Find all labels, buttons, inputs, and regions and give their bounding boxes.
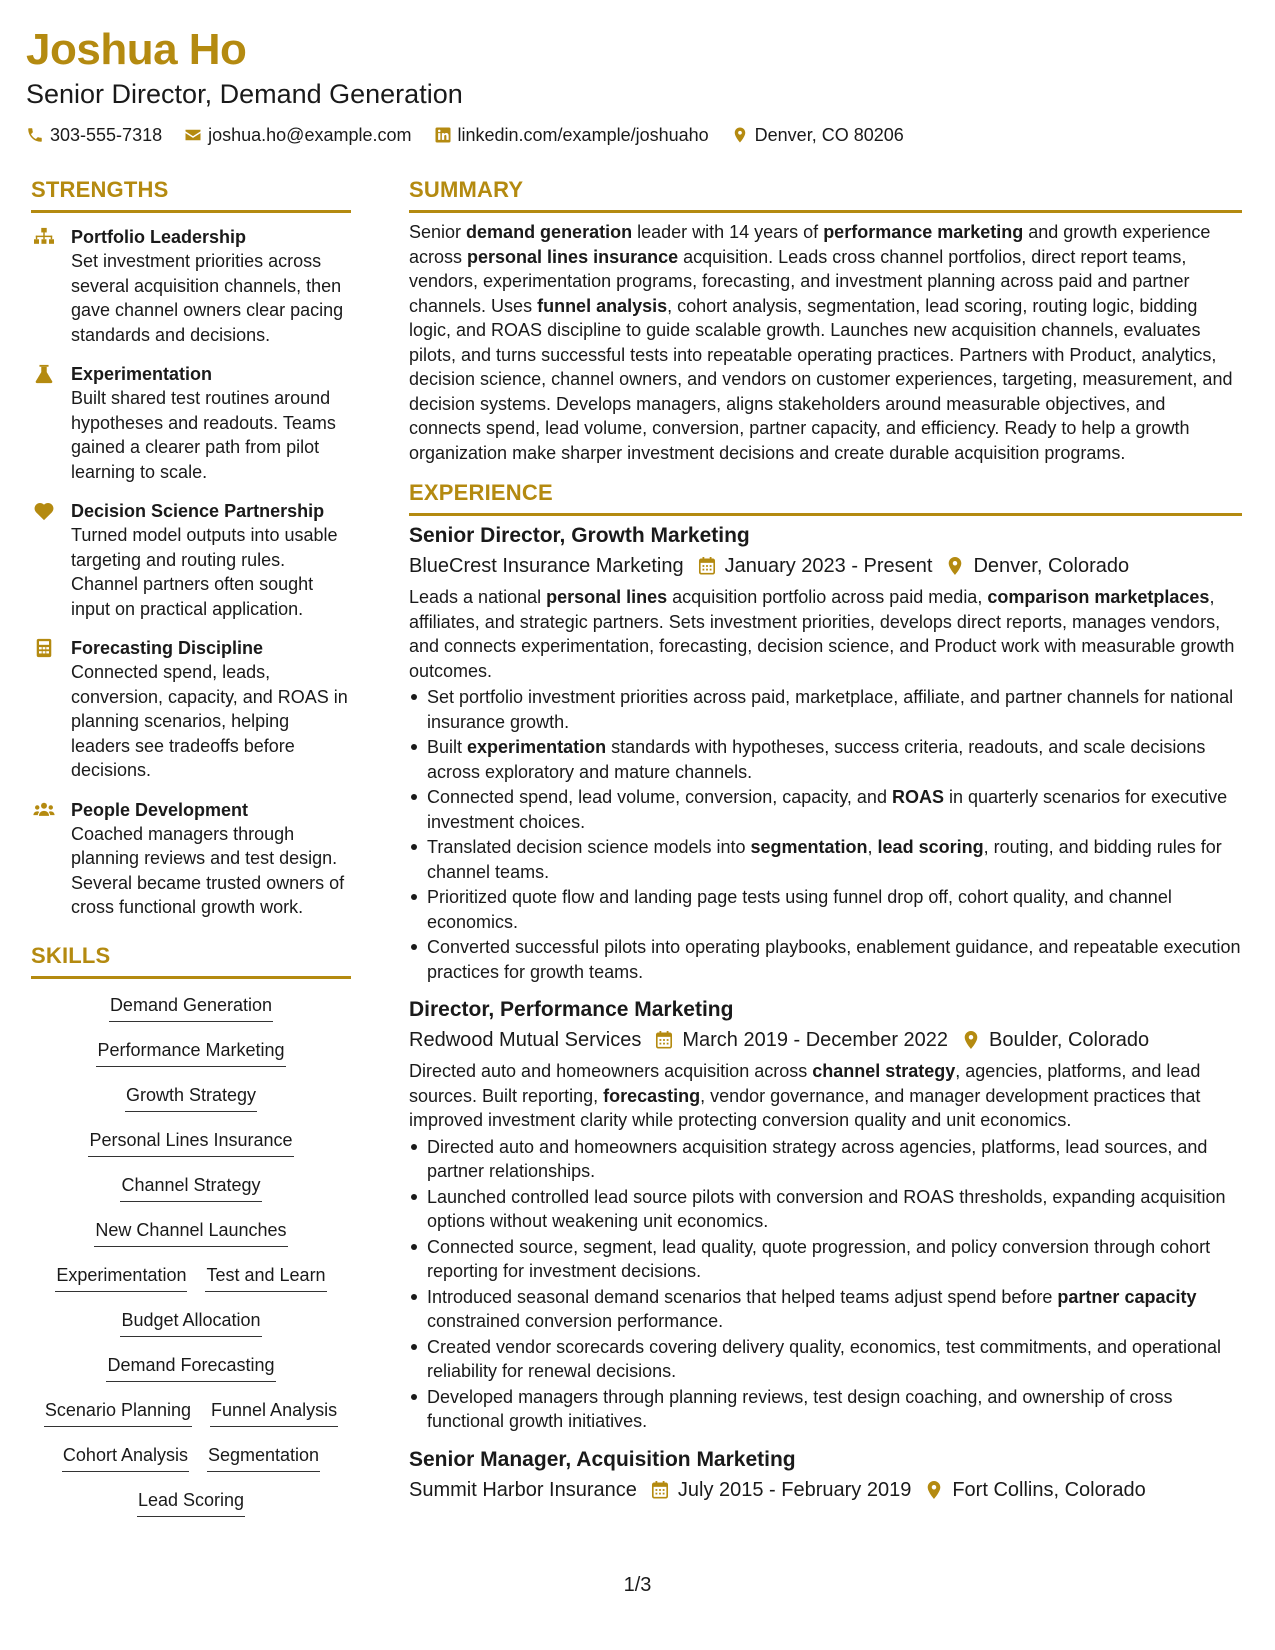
job-bullets: [409, 1135, 1242, 1434]
resume-header: [26, 24, 1246, 147]
summary-text: Senior demand generation leader with 14 years of performance marketing and growth experience across personal lines insurance acquisition. Leads cross channel portfolios, direct report teams, vendors, experimentation programs, forecasting, and investment planning across paid and partner channels. Uses funnel analysis, cohort analysis, segmentation, lead scoring, routing logic, bidding logic, and ROAS discipline to guide scalable growth. Launches new acquisition channels, evaluates pilots, and turns successful tests into repeatable operating practices. Partners with Product, analytics, decision science, channel owners, and vendors on customer experiences, targeting, measurement, and decision systems. Develops managers, aligns stakeholders around measurable objectives, and connects spend, lead volume, conversion, partner capacity, and efficiency. Ready to help a growth organization make sharper investment decisions and create durable acquisition programs.: [409, 222, 1233, 463]
contact-email[interactable]: [184, 123, 411, 147]
right-column: [409, 176, 1242, 1504]
list-item: Developed managers through planning reviews, test design coaching, and ownership of cross functional growth initiatives.: [409, 1385, 1242, 1434]
email-text: joshua.ho@example.com: [208, 125, 412, 145]
job-meta: [409, 1026, 1242, 1054]
list-item: Set portfolio investment priorities across paid, marketplace, affiliate, and partner channels for national insurance growth.: [409, 685, 1242, 734]
job-location-text: Denver, Colorado: [973, 555, 1130, 577]
phone-icon: [26, 126, 44, 144]
list-item: Introduced seasonal demand scenarios that helped teams adjust spend before partner capacity constrained conversion performance.: [409, 1285, 1242, 1334]
job-location: [962, 1026, 1149, 1054]
job-title: Director, Performance Marketing: [409, 998, 734, 1021]
contact-bar: [26, 123, 1246, 147]
strength-title: Experimentation: [71, 364, 213, 384]
contact-linkedin[interactable]: [434, 123, 709, 147]
strength-description: Turned model outputs into usable targeting and routing rules. Channel partners often sought input on practical application.: [71, 525, 338, 619]
skill-tag: Channel Strategy: [120, 1173, 261, 1202]
job-dates-text: March 2019 - December 2022: [682, 1029, 949, 1051]
strength-title: Forecasting Discipline: [71, 638, 264, 658]
list-item: Prioritized quote flow and landing page tests using funnel drop off, cohort quality, and channel economics.: [409, 885, 1242, 934]
strength-title: Decision Science Partnership: [71, 501, 325, 521]
skill-row: [31, 1173, 351, 1218]
strength-title: People Development: [71, 799, 249, 820]
job-meta: [409, 552, 1242, 580]
calendar-icon: [655, 1030, 673, 1050]
strengths-list: [31, 225, 351, 920]
skill-tag: Segmentation: [207, 1443, 320, 1472]
strength-item: [31, 798, 351, 920]
strength-item: [31, 362, 351, 484]
heart-icon: [33, 501, 55, 521]
summary-heading: SUMMARY: [409, 176, 1242, 213]
calendar-icon: [698, 556, 716, 576]
org-chart-icon: [33, 227, 55, 247]
experience-heading: EXPERIENCE: [409, 479, 1242, 516]
calendar-icon: [651, 1480, 669, 1500]
contact-phone[interactable]: [26, 123, 162, 147]
skill-row: [31, 1353, 351, 1398]
strength-item: [31, 225, 351, 347]
job-title: Senior Manager, Acquisition Marketing: [409, 1447, 796, 1471]
page-number: 1/3: [623, 1574, 652, 1596]
strength-item: [31, 499, 351, 621]
contact-location: [731, 123, 904, 147]
linkedin-icon: [434, 126, 452, 144]
list-item: Connected spend, lead volume, conversion, capacity, and ROAS in quarterly scenarios for executive investment choices.: [409, 785, 1242, 834]
skill-tag: Lead Scoring: [137, 1488, 245, 1517]
strength-description: Coached managers through planning reviews and test design. Several became trusted owners of cross functional growth work.: [71, 823, 345, 917]
skills-list: [31, 993, 351, 1533]
skill-row: [31, 993, 351, 1038]
job-dates-text: July 2015 - February 2019: [677, 1478, 912, 1501]
list-item: Created vendor scorecards covering delivery quality, economics, test commitments, and operational reliability for renewal decisions.: [409, 1335, 1242, 1384]
list-item: Launched controlled lead source pilots with conversion and ROAS thresholds, expanding acquisition options without weakening unit economics.: [409, 1185, 1242, 1234]
list-item: Converted successful pilots into operating playbooks, enablement guidance, and repeatable execution practices for growth teams.: [409, 935, 1242, 984]
skill-row: [31, 1488, 351, 1533]
job-entry: [409, 996, 1242, 1434]
skill-row: [31, 1083, 351, 1128]
skill-tag: Test and Learn: [205, 1263, 326, 1292]
skill-tag: Budget Allocation: [120, 1308, 261, 1337]
job-company: BlueCrest Insurance Marketing: [409, 555, 684, 577]
skill-tag: Demand Forecasting: [106, 1353, 275, 1382]
job-entry: [409, 1446, 1242, 1504]
list-item: Built experimentation standards with hypotheses, success criteria, readouts, and scale decisions across exploratory and mature channels.: [409, 735, 1242, 784]
job-company: Summit Harbor Insurance: [409, 1478, 637, 1501]
job-bullets: [409, 685, 1242, 984]
strength-item: [31, 636, 351, 783]
skill-tag: Personal Lines Insurance: [88, 1128, 293, 1157]
job-location-text: Boulder, Colorado: [989, 1029, 1150, 1051]
list-item: Connected source, segment, lead quality, quote progression, and policy conversion through cohort reporting for investment decisions.: [409, 1235, 1242, 1284]
skill-tag: Experimentation: [55, 1263, 187, 1292]
job-location: [946, 552, 1129, 580]
job-company: Redwood Mutual Services: [409, 1029, 642, 1051]
list-item: Translated decision science models into segmentation, lead scoring, routing, and bidding rules for channel teams.: [409, 835, 1242, 884]
candidate-name: Joshua Ho: [26, 25, 247, 74]
map-pin-icon: [925, 1480, 943, 1500]
strength-description: Built shared test routines around hypotheses and readouts. Teams gained a clearer path from pilot learning to scale.: [71, 388, 336, 482]
list-item: Directed auto and homeowners acquisition strategy across agencies, platforms, lead sources, and partner relationships.: [409, 1135, 1242, 1184]
map-pin-icon: [962, 1030, 980, 1050]
job-dates-text: January 2023 - Present: [724, 555, 933, 577]
job-entry: [409, 522, 1242, 984]
job-summary: Directed auto and homeowners acquisition across channel strategy, agencies, platforms, and lead sources. Built reporting, forecasting, vendor governance, and manager development practices that improved investment clarity while protecting conversion quality and unit economics.: [409, 1061, 1201, 1130]
skills-heading: SKILLS: [31, 942, 351, 979]
job-location: [925, 1476, 1145, 1504]
skill-row: [31, 1218, 351, 1263]
skill-row: [31, 1263, 351, 1308]
envelope-icon: [184, 126, 202, 144]
skill-row: [31, 1128, 351, 1173]
job-title: Senior Director, Growth Marketing: [409, 524, 750, 547]
skill-row: [31, 1308, 351, 1353]
job-dates: [698, 552, 933, 580]
map-pin-icon: [946, 556, 964, 576]
flask-icon: [33, 364, 55, 384]
job-summary: Leads a national personal lines acquisition portfolio across paid media, comparison marketplaces, affiliates, and strategic partners. Sets investment priorities, develops direct reports, manages vendors, and connects experimentation, forecasting, decision science, and Product work with measurable growth outcomes.: [409, 587, 1235, 681]
map-pin-icon: [731, 126, 749, 144]
strength-description: Connected spend, leads, conversion, capacity, and ROAS in planning scenarios, helping leaders see tradeoffs before decisions.: [71, 662, 348, 780]
strength-description: Set investment priorities across several acquisition channels, then gave channel owners clear pacing standards and decisions.: [71, 251, 344, 345]
skill-row: [31, 1398, 351, 1443]
skill-row: [31, 1038, 351, 1083]
job-location-text: Fort Collins, Colorado: [952, 1478, 1146, 1501]
skill-tag: Performance Marketing: [96, 1038, 285, 1067]
experience-list: [409, 522, 1242, 1504]
location-text: Denver, CO 80206: [754, 125, 904, 145]
strength-title: Portfolio Leadership: [71, 227, 247, 247]
skill-tag: Funnel Analysis: [210, 1398, 338, 1427]
skill-tag: Growth Strategy: [125, 1083, 257, 1112]
skill-tag: Cohort Analysis: [62, 1443, 189, 1472]
skill-tag: Scenario Planning: [44, 1398, 192, 1427]
linkedin-text: linkedin.com/example/joshuaho: [457, 125, 709, 145]
job-meta: [409, 1476, 1242, 1504]
skill-tag: New Channel Launches: [94, 1218, 287, 1247]
skill-row: [31, 1443, 351, 1488]
strengths-heading: STRENGTHS: [31, 176, 351, 213]
job-dates: [655, 1026, 948, 1054]
candidate-title: Senior Director, Demand Generation: [26, 79, 463, 109]
left-column: [31, 176, 351, 1533]
skill-tag: Demand Generation: [109, 993, 273, 1022]
job-dates: [651, 1476, 911, 1504]
phone-text: 303-555-7318: [50, 125, 163, 145]
people-icon: [33, 800, 55, 820]
calculator-icon: [33, 638, 55, 658]
